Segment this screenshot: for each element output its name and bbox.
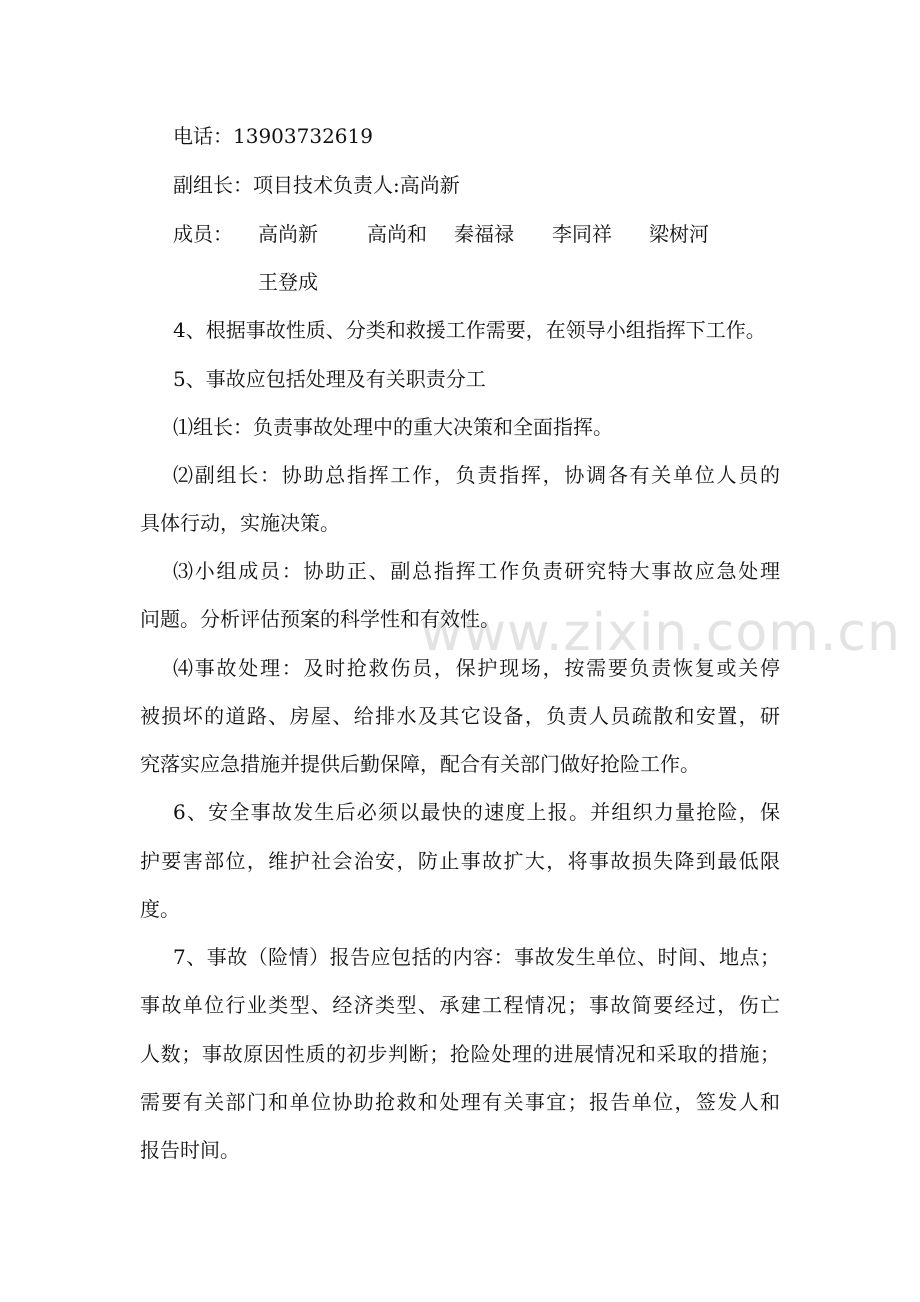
paragraph-4: 4、根据事故性质、分类和救援工作需要，在领导小组指挥下工作。 (173, 318, 766, 342)
duty-members-line-2: 问题。分析评估预案的科学性和有效性。 (140, 607, 500, 631)
paragraph-7-line-2: 事故单位行业类型、经济类型、承建工程情况；事故简要经过，伤亡 (140, 993, 780, 1017)
duty-handling-line-1: ⑷事故处理：及时抢救伤员，保护现场，按需要负责恢复或关停 (173, 656, 780, 680)
duty-handling-line-3: 究落实应急措施并提供后勤保障，配合有关部门做好抢险工作。 (140, 752, 700, 776)
phone-line: 电话：13903732619 (173, 124, 373, 148)
duty-leader: ⑴组长：负责事故处理中的重大决策和全面指挥。 (173, 415, 613, 439)
paragraph-7-line-3: 人数；事故原因性质的初步判断；抢险处理的进展情况和采取的措施； (140, 1042, 780, 1066)
member-name: 高尚新 (258, 222, 318, 246)
paragraph-6-line-2: 护要害部位，维护社会治安，防止事故扩大，将事故损失降到最低限 (140, 849, 780, 873)
duty-members-line-1: ⑶小组成员：协助正、副总指挥工作负责研究特大事故应急处理 (173, 559, 780, 583)
paragraph-6-line-1: 6、安全事故发生后必须以最快的速度上报。并组织力量抢险，保 (173, 800, 780, 824)
member-name: 梁树河 (649, 222, 709, 246)
members-label: 成员： (173, 222, 233, 246)
paragraph-7-line-4: 需要有关部门和单位协助抢救和处理有关事宜；报告单位，签发人和 (140, 1090, 780, 1114)
duty-deputy-line-2: 具体行动，实施决策。 (140, 511, 340, 535)
duty-handling-line-2: 被损坏的道路、房屋、给排水及其它设备，负责人员疏散和安置，研 (140, 704, 780, 728)
duty-deputy-line-1: ⑵副组长：协助总指挥工作，负责指挥，协调各有关单位人员的 (173, 463, 780, 487)
paragraph-5: 5、事故应包括处理及有关职责分工 (173, 367, 486, 391)
paragraph-6-line-3: 度。 (140, 897, 180, 921)
member-name-extra: 王登成 (258, 270, 318, 294)
member-name: 高尚和 (367, 222, 427, 246)
member-name: 李同祥 (552, 222, 612, 246)
member-name: 秦福禄 (454, 222, 514, 246)
deputy-leader-line: 副组长：项目技术负责人:高尚新 (173, 173, 460, 197)
watermark: www.zixin.com.cn (420, 603, 901, 663)
paragraph-7-line-5: 报告时间。 (140, 1138, 240, 1162)
paragraph-7-line-1: 7、事故（险情）报告应包括的内容：事故发生单位、时间、地点； (173, 945, 780, 969)
